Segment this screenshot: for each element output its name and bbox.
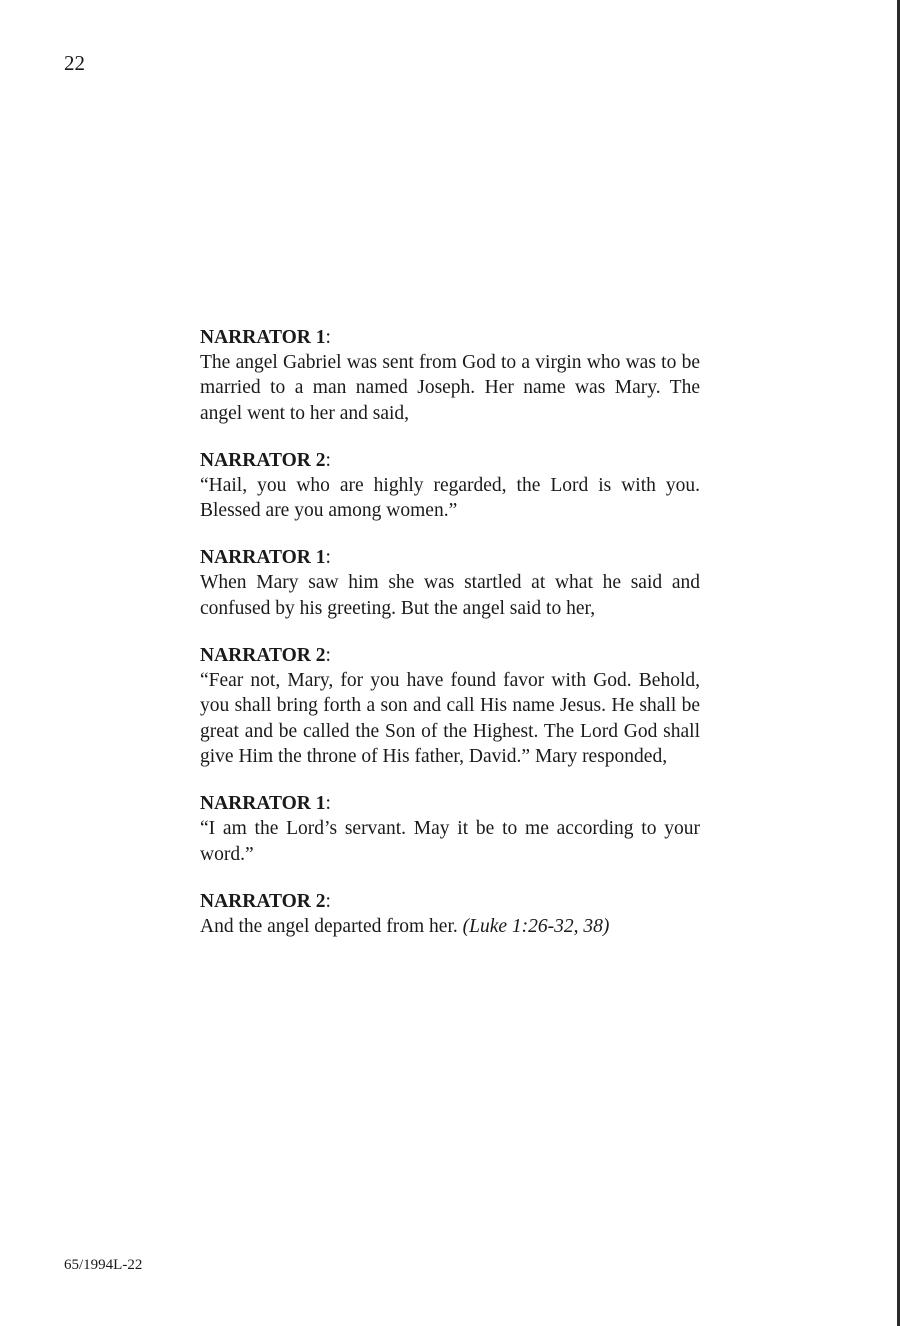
speaker-name: NARRATOR 2 <box>200 645 326 667</box>
script-block <box>200 643 700 769</box>
footer-code: 65/1994L-22 <box>64 1257 143 1273</box>
spoken-text-with-citation <box>200 914 700 939</box>
spoken-text: And the angel departed from her. <box>200 915 458 937</box>
speaker-name: NARRATOR 2 <box>200 890 326 912</box>
script-block <box>200 889 700 939</box>
script-block <box>200 325 700 426</box>
spoken-text: When Mary saw him she was startled at what he said and confused by his greeting. But the angel said to her, <box>200 572 700 619</box>
speaker-name: NARRATOR 1 <box>200 793 326 815</box>
page-number: 22 <box>64 51 85 75</box>
speaker-name: NARRATOR 2 <box>200 449 326 471</box>
spoken-text: “I am the Lord’s servant. May it be to me according to your word.” <box>200 818 700 865</box>
speaker-label: NARRATOR 2: <box>200 449 331 471</box>
speaker-label: NARRATOR 1: <box>200 327 331 348</box>
script-block <box>200 448 700 524</box>
speaker-label: NARRATOR 1: <box>200 547 331 569</box>
narration-script <box>200 325 700 961</box>
spoken-text: “Fear not, Mary, for you have found favor with God. Behold, you shall bring forth a son and call His name Jesus. He shall be great and be called the Son of the Highest. The Lord God shall give Him the throne of His father, David.” Mary responded, <box>200 670 700 767</box>
spoken-text: The angel Gabriel was sent from God to a virgin who was to be married to a man named Joseph. Her name was Mary. The angel went to her and said, <box>200 352 700 424</box>
spoken-text: “Hail, you who are highly regarded, the Lord is with you. Blessed are you among women.” <box>200 474 700 522</box>
script-block <box>200 545 700 621</box>
scripture-citation: (Luke 1:26-32, 38) <box>462 915 610 937</box>
speaker-name: NARRATOR 1 <box>200 327 326 348</box>
speaker-name: NARRATOR 1 <box>200 547 326 569</box>
speaker-label: NARRATOR 2: <box>200 645 331 667</box>
speaker-label: NARRATOR 2: <box>200 890 331 912</box>
script-block <box>200 791 700 867</box>
speaker-label: NARRATOR 1: <box>200 793 331 815</box>
